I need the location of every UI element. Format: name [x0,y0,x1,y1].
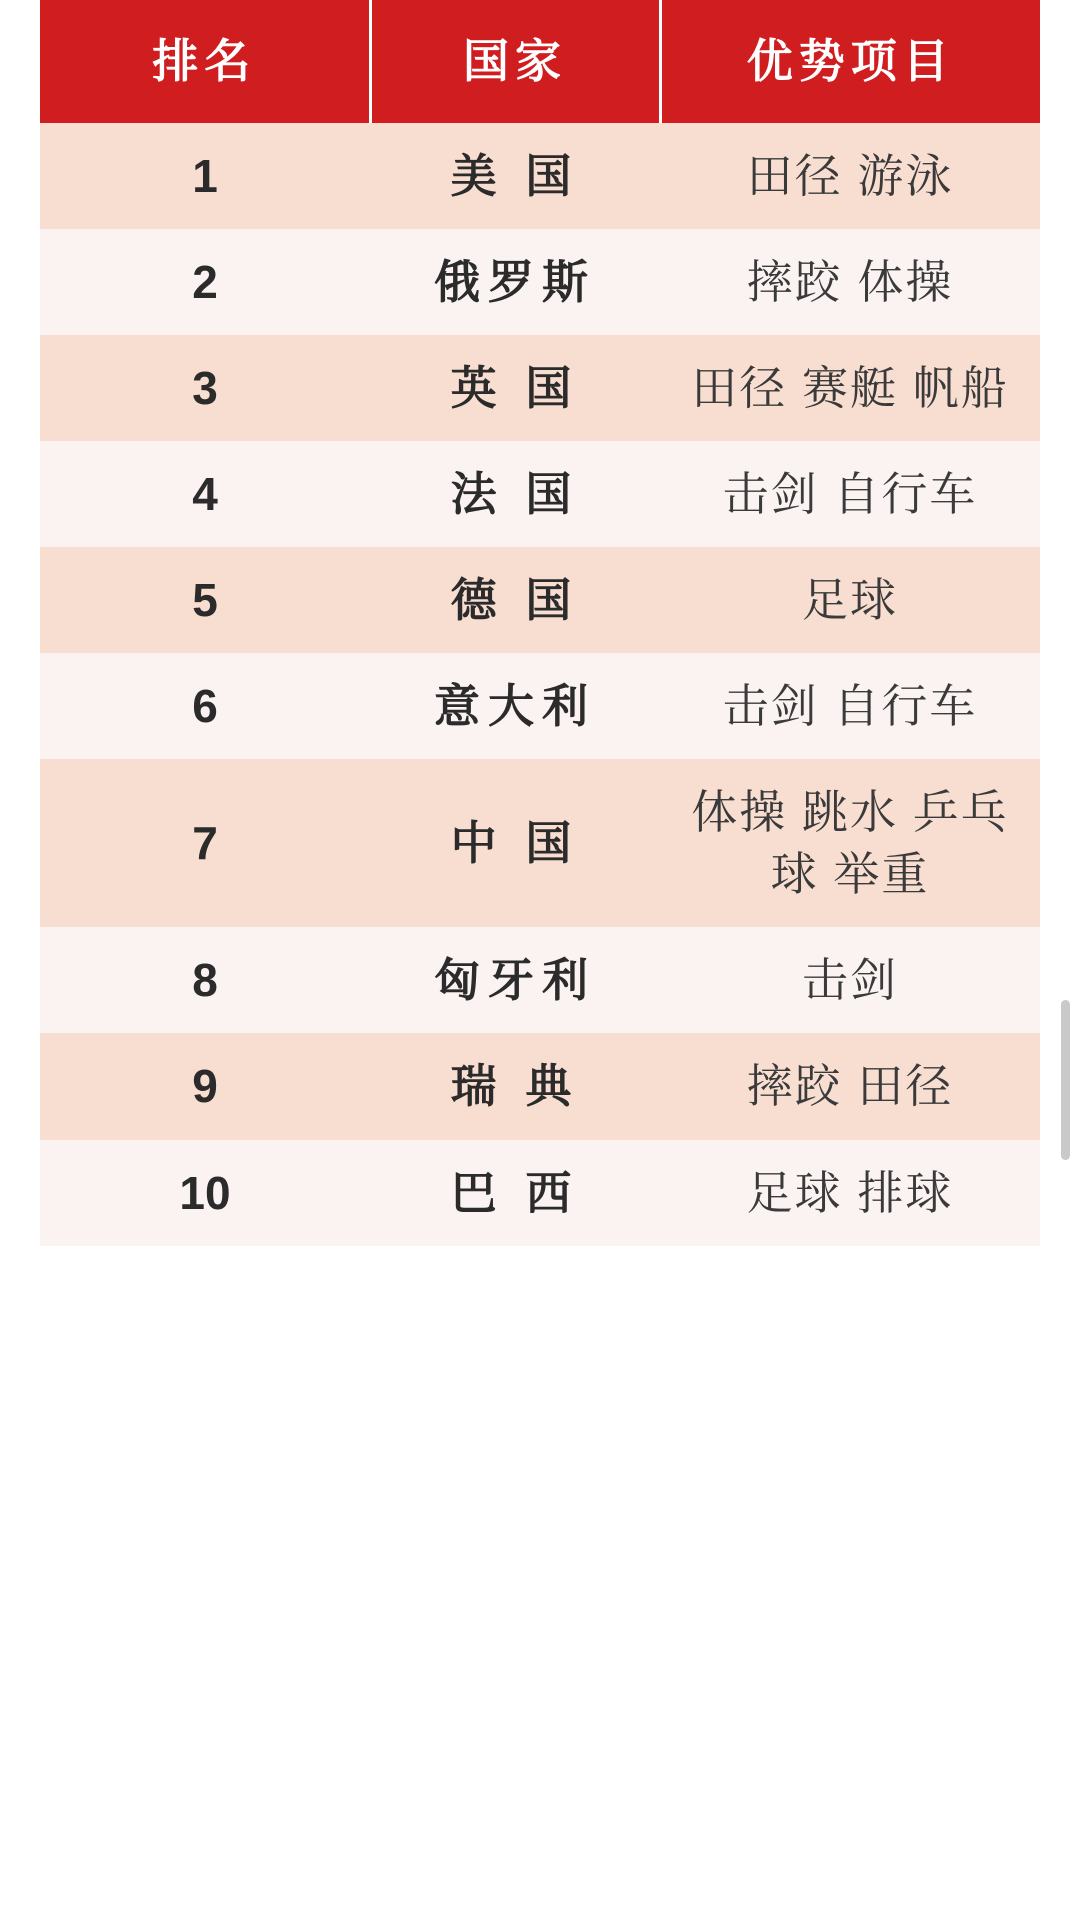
table-row [40,927,1040,1033]
cell-events: 体操 跳水 乒乓球 举重 [660,759,1040,927]
table-header-row [40,0,1040,123]
cell-events: 足球 排球 [660,1140,1040,1246]
cell-rank: 1 [40,123,370,229]
cell-rank: 3 [40,335,370,441]
cell-rank: 7 [40,759,370,927]
cell-events: 击剑 自行车 [660,653,1040,759]
cell-rank: 2 [40,229,370,335]
cell-country: 美 国 [370,123,660,229]
vertical-scrollbar[interactable] [1061,1000,1070,1160]
cell-country: 法 国 [370,441,660,547]
cell-country: 中 国 [370,759,660,927]
cell-rank: 8 [40,927,370,1033]
table-row [40,547,1040,653]
table-row [40,1033,1040,1139]
column-header-events: 优势项目 [660,0,1040,123]
table-row [40,1140,1040,1246]
cell-events: 足球 [660,547,1040,653]
cell-country: 意大利 [370,653,660,759]
ranking-table [40,0,1040,1246]
cell-rank: 10 [40,1140,370,1246]
cell-rank: 9 [40,1033,370,1139]
cell-country: 巴 西 [370,1140,660,1246]
cell-rank: 6 [40,653,370,759]
cell-rank: 5 [40,547,370,653]
table-row [40,441,1040,547]
cell-country: 俄罗斯 [370,229,660,335]
cell-country: 匈牙利 [370,927,660,1033]
cell-events: 击剑 自行车 [660,441,1040,547]
table-header [40,0,1040,123]
cell-events: 田径 游泳 [660,123,1040,229]
cell-events: 摔跤 田径 [660,1033,1040,1139]
column-header-country: 国家 [370,0,660,123]
cell-events: 田径 赛艇 帆船 [660,335,1040,441]
cell-events: 击剑 [660,927,1040,1033]
table-row [40,759,1040,927]
table-row [40,229,1040,335]
column-header-rank: 排名 [40,0,370,123]
table-row [40,653,1040,759]
cell-country: 瑞 典 [370,1033,660,1139]
table-row [40,123,1040,229]
cell-country: 德 国 [370,547,660,653]
table-body [40,123,1040,1246]
cell-events: 摔跤 体操 [660,229,1040,335]
cell-rank: 4 [40,441,370,547]
cell-country: 英 国 [370,335,660,441]
table-row [40,335,1040,441]
